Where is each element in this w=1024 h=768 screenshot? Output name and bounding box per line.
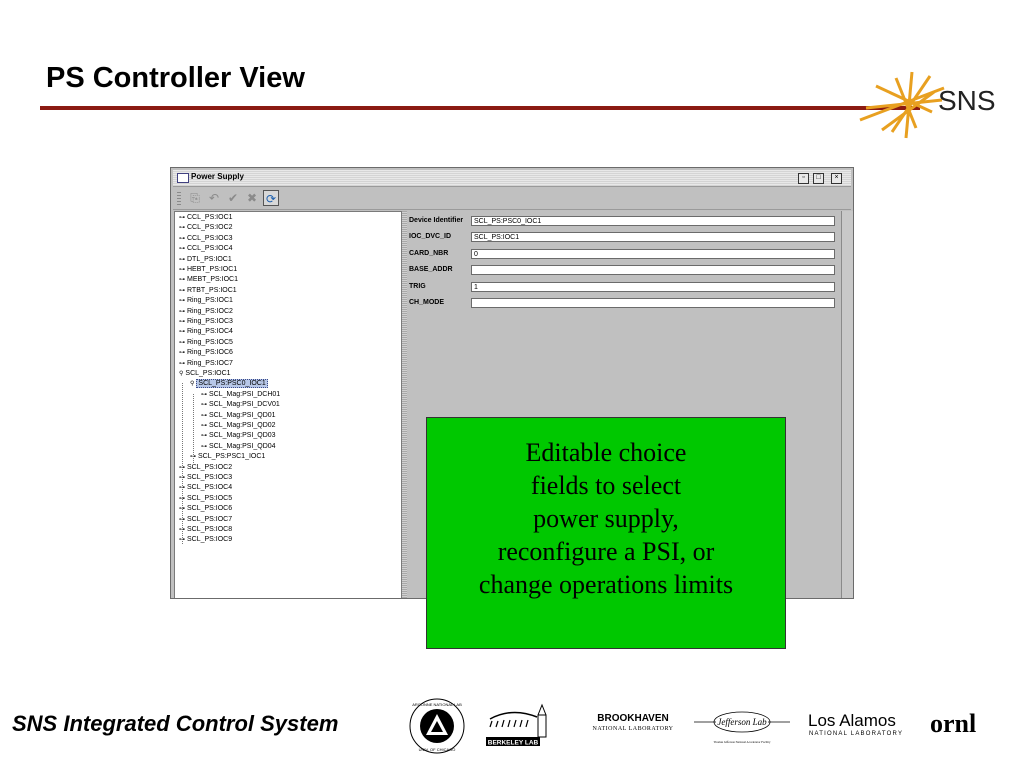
window-icon — [177, 173, 189, 183]
field-label: Device Identifier — [409, 217, 464, 224]
tree-node[interactable] — [179, 504, 232, 514]
tree-node-label: SCL_Mag:PSI_QD04 — [209, 442, 276, 450]
field-input[interactable]: 1 — [471, 282, 835, 292]
tree-node[interactable] — [179, 213, 233, 223]
minimize-icon[interactable]: ▫ — [798, 173, 809, 184]
argonne-logo — [408, 697, 466, 755]
tree-node[interactable] — [179, 327, 233, 337]
tree-node[interactable] — [201, 390, 280, 400]
field-label: CH_MODE — [409, 299, 445, 306]
field-input[interactable] — [471, 298, 835, 308]
detail-scrollbar[interactable] — [841, 211, 854, 599]
collapsed-key-icon[interactable]: ⊶ — [179, 516, 185, 523]
callout-line: Editable choice — [525, 438, 687, 467]
svg-text:UNIV. OF CHICAGO: UNIV. OF CHICAGO — [418, 747, 456, 752]
tree-node-label: SCL_Mag:PSI_DCH01 — [209, 390, 281, 398]
collapsed-key-icon[interactable]: ⊶ — [179, 225, 185, 232]
brookhaven-logo — [584, 710, 682, 736]
collapsed-key-icon[interactable]: ⊶ — [179, 298, 185, 305]
window-titlebar[interactable] — [173, 170, 851, 187]
tree-node-label: CCL_PS:IOC4 — [187, 245, 233, 253]
brookhaven-sub: NATIONAL LABORATORY — [592, 726, 674, 732]
collapsed-key-icon[interactable]: ⊶ — [201, 423, 207, 429]
collapsed-key-icon[interactable]: ⊶ — [179, 256, 185, 263]
collapsed-key-icon[interactable]: ⊶ — [201, 412, 207, 419]
callout-box — [426, 417, 786, 649]
expanded-key-icon[interactable]: ⚲ — [179, 371, 184, 377]
expanded-key-icon[interactable]: ⚲ — [190, 381, 195, 388]
tree-node[interactable] — [179, 525, 232, 535]
field-label: CARD_NBR — [409, 249, 449, 257]
sns-logo — [846, 52, 996, 144]
field-label: IOC_DVC_ID — [409, 233, 452, 241]
tree-node-label: Ring_PS:IOC3 — [187, 318, 233, 325]
tree-node[interactable] — [179, 515, 232, 525]
los-alamos-text: Los Alamos — [808, 711, 896, 730]
tree-node-label: HEBT_PS:IOC1 — [187, 266, 238, 273]
collapsed-key-icon[interactable]: ⊶ — [201, 402, 207, 409]
tree-node[interactable] — [179, 244, 233, 254]
collapsed-key-icon[interactable]: ⊶ — [179, 464, 185, 471]
tree-node-label: SCL_PS:IOC2 — [187, 463, 233, 471]
close-icon[interactable]: × — [831, 173, 842, 184]
tree-node-label: SCL_PS:IOC4 — [187, 484, 233, 492]
collapsed-key-icon[interactable]: ⊶ — [179, 319, 185, 325]
tree-node-label: SCL_PS:IOC6 — [187, 505, 233, 513]
refresh-icon[interactable]: ⟳ — [263, 190, 279, 206]
jefferson-lab-sub: Thomas Jefferson National Accelerator Facility — [713, 740, 771, 744]
tree-node[interactable] — [179, 369, 231, 379]
tree-node-label: Ring_PS:IOC7 — [187, 359, 233, 367]
jefferson-lab-text: Jefferson Lab — [717, 717, 767, 727]
collapsed-key-icon[interactable]: ⊶ — [201, 391, 207, 398]
tree-node-label: SCL_Mag:PSI_DCV01 — [209, 401, 280, 409]
tree-node-label: SCL_PS:IOC9 — [187, 536, 233, 544]
save-icon[interactable]: ⎘ — [190, 191, 200, 205]
tree-node[interactable] — [179, 473, 232, 483]
tree-node[interactable] — [179, 348, 233, 358]
tree-node[interactable] — [179, 255, 232, 265]
collapsed-key-icon[interactable]: ⊶ — [179, 360, 185, 367]
field-input[interactable]: SCL_PS:IOC1 — [471, 232, 835, 242]
svg-text:ARGONNE NATIONAL LAB: ARGONNE NATIONAL LAB — [412, 702, 462, 707]
field-input[interactable]: SCL_PS:PSC0_IOC1 — [471, 216, 835, 226]
collapsed-key-icon[interactable]: ⊶ — [179, 329, 185, 336]
title-rule — [40, 106, 920, 110]
jefferson-lab-logo — [692, 704, 792, 746]
collapsed-key-icon[interactable]: ⊶ — [201, 433, 207, 440]
tree-node[interactable] — [201, 411, 276, 421]
tree-node-label: Ring_PS:IOC1 — [187, 297, 233, 305]
starburst-icon — [860, 72, 944, 138]
tree-node[interactable] — [201, 421, 276, 431]
sns-logo-text: SNS — [938, 85, 996, 116]
tree-node[interactable] — [201, 442, 276, 452]
tree-node[interactable] — [179, 265, 237, 275]
collapsed-key-icon[interactable]: ⊶ — [179, 485, 185, 492]
field-label: BASE_ADDR — [409, 266, 453, 274]
collapsed-key-icon[interactable]: ⊶ — [179, 246, 185, 253]
tree-node-label: CCL_PS:IOC1 — [187, 214, 233, 221]
check-icon[interactable]: ✔ — [227, 191, 239, 205]
slide-title: PS Controller View — [46, 62, 305, 94]
tree-node-label: SCL_PS:IOC1 — [185, 370, 231, 377]
tree-node-label: SCL_PS:IOC7 — [187, 515, 233, 523]
berkeley-lab-text: BERKELEY LAB — [487, 739, 539, 747]
callout-line: fields to select — [530, 471, 682, 500]
tree-node-label: SCL_PS:PSC1_IOC1 — [198, 453, 266, 461]
tree-node-label: CCL_PS:IOC3 — [187, 234, 233, 242]
tree-node[interactable] — [179, 223, 233, 233]
callout-line: power supply, — [533, 504, 679, 533]
los-alamos-sub: NATIONAL LABORATORY — [809, 731, 904, 737]
collapsed-key-icon[interactable]: ⊶ — [179, 235, 185, 242]
tree-node[interactable] — [179, 275, 238, 285]
tree-node-label: Ring_PS:IOC4 — [187, 328, 233, 336]
collapsed-key-icon[interactable]: ⊶ — [179, 350, 185, 357]
toolbar-grip[interactable] — [177, 191, 181, 205]
collapsed-key-icon[interactable]: ⊶ — [179, 308, 185, 315]
tree-node[interactable] — [179, 338, 233, 348]
tree-node-label: SCL_PS:PSC0_IOC1 — [198, 380, 266, 388]
collapsed-key-icon[interactable]: ⊶ — [179, 277, 185, 284]
collapsed-key-icon[interactable]: ⊶ — [179, 537, 185, 544]
tree-node[interactable] — [179, 234, 233, 244]
maximize-icon[interactable]: □ — [813, 173, 824, 184]
collapsed-key-icon[interactable]: ⊶ — [179, 527, 185, 533]
tree-connector — [182, 383, 183, 543]
field-input[interactable]: 0 — [471, 249, 835, 259]
tree-node[interactable] — [179, 535, 232, 545]
tree-node[interactable] — [179, 296, 233, 306]
field-input[interactable] — [471, 265, 835, 275]
tree-node-label: SCL_Mag:PSI_QD02 — [209, 422, 276, 429]
tree-node[interactable] — [190, 379, 268, 389]
delete-icon[interactable]: ✖ — [246, 191, 258, 205]
collapsed-key-icon[interactable]: ⊶ — [179, 339, 185, 346]
tree-node[interactable] — [179, 494, 232, 504]
device-tree[interactable] — [174, 211, 402, 599]
los-alamos-logo — [806, 710, 918, 738]
tree-node-label: RTBT_PS:IOC1 — [187, 286, 237, 294]
collapsed-key-icon[interactable]: ⊶ — [179, 287, 185, 294]
tree-connector — [193, 394, 194, 465]
tree-node-label: SCL_Mag:PSI_QD01 — [209, 411, 276, 419]
tree-node-label: SCL_Mag:PSI_QD03 — [209, 432, 276, 440]
tree-node-label: SCL_PS:IOC5 — [187, 494, 233, 502]
ornl-logo — [928, 708, 992, 738]
field-label: TRIG — [409, 282, 426, 290]
tree-node[interactable] — [179, 307, 233, 317]
ornl-text: ornl — [930, 709, 977, 738]
tree-node[interactable] — [190, 452, 265, 462]
collapsed-key-icon[interactable]: ⊶ — [179, 495, 185, 502]
footer-title: SNS Integrated Control System — [12, 711, 339, 736]
tree-node-label: Ring_PS:IOC6 — [187, 349, 233, 357]
window-title: Power Supply — [191, 172, 244, 181]
tree-node-label: Ring_PS:IOC2 — [187, 307, 233, 315]
tree-node[interactable] — [179, 286, 237, 296]
undo-icon[interactable]: ↶ — [208, 191, 220, 205]
tree-node[interactable] — [179, 317, 233, 327]
collapsed-key-icon[interactable]: ⊶ — [179, 506, 185, 513]
tree-node-label: CCL_PS:IOC2 — [187, 224, 233, 232]
collapsed-key-icon[interactable]: ⊶ — [190, 454, 196, 461]
toolbar — [173, 187, 851, 210]
tree-node[interactable] — [201, 400, 280, 410]
callout-line: change operations limits — [478, 570, 734, 599]
tree-node[interactable] — [201, 431, 276, 441]
tree-node-label: DTL_PS:IOC1 — [187, 255, 232, 263]
tree-node-label: MEBT_PS:IOC1 — [187, 276, 238, 284]
tree-node[interactable] — [179, 483, 232, 493]
collapsed-key-icon[interactable]: ⊶ — [179, 215, 185, 221]
collapsed-key-icon[interactable]: ⊶ — [179, 475, 185, 481]
tree-node[interactable] — [179, 359, 233, 369]
berkeley-lab-logo — [482, 697, 562, 749]
collapsed-key-icon[interactable]: ⊶ — [201, 443, 207, 450]
tree-node-label: SCL_PS:IOC8 — [187, 526, 233, 533]
tree-node-label: Ring_PS:IOC5 — [187, 338, 233, 346]
callout-line: reconfigure a PSI, or — [497, 537, 715, 566]
tree-node[interactable] — [179, 463, 232, 473]
brookhaven-text: BROOKHAVEN — [597, 713, 669, 724]
tree-node-label: SCL_PS:IOC3 — [187, 474, 233, 481]
collapsed-key-icon[interactable]: ⊶ — [179, 267, 185, 273]
